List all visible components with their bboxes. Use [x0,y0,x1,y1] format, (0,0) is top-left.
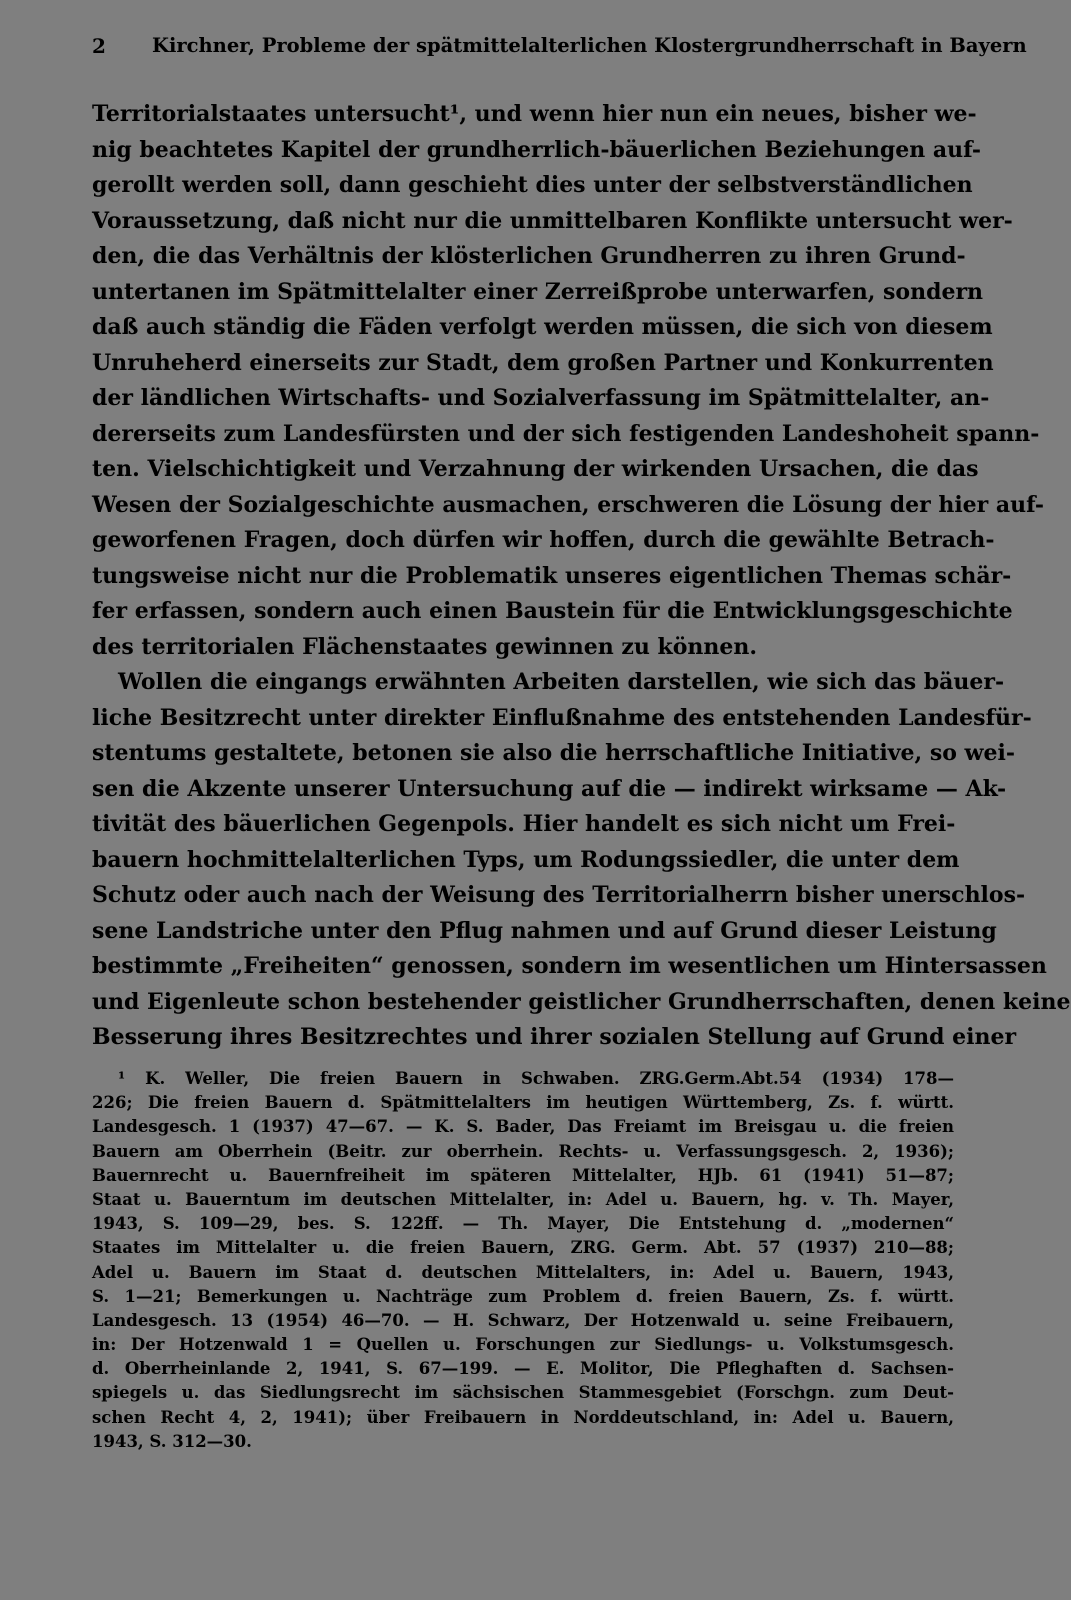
body-line: gerollt werden soll, dann geschieht dies unter der selbstverständlichen [92,172,973,198]
footnotes [92,1067,954,1454]
footnote-line: ¹ K. Weller, Die freien Bauern in Schwaben. ZRG.Germ.Abt.54 (1934) 178— [118,1069,954,1088]
body-line: den, die das Verhältnis der klösterlichen Grundherren zu ihren Grund- [92,243,966,269]
body-line: dererseits zum Landesfürsten und der sich festigenden Landeshoheit spann- [92,420,1040,447]
footnote-line: 226; Die freien Bauern d. Spätmittelalters im heutigen Württemberg, Zs. f. württ. [92,1093,954,1113]
running-title: Kirchner, Probleme der spätmittelalterlichen Klostergrundherrschaft in Bayern [152,34,1027,57]
body-line: nig beachtetes Kapitel der grundherrlich-bäuerlichen Beziehungen auf- [92,136,981,163]
footnote-line: in: Der Hotzenwald 1 = Quellen u. Forschungen zur Siedlungs- u. Volkstumsgesch. [92,1335,954,1355]
body-line: untertanen im Spätmittelalter einer Zerreißprobe unterwarfen, sondern [92,278,984,305]
footnote-line: Landesgesch. 13 (1954) 46—70. — H. Schwarz, Der Hotzenwald u. seine Freibauern, [92,1310,954,1330]
body-line: Territorialstaates untersucht¹, und wenn hier nun ein neues, bisher we- [92,101,977,127]
body-line: des territorialen Flächenstaates gewinnen zu können. [92,633,758,660]
body-line: sen die Akzente unserer Untersuchung auf die — indirekt wirksame — Ak- [92,775,1007,802]
footnote-line: 1943, S. 109—29, bes. S. 122ff. — Th. Mayer, Die Entstehung d. „modernen“ [92,1214,954,1234]
body-text [92,97,1071,1056]
body-line: sene Landstriche unter den Pflug nahmen und auf Grund dieser Leistung [92,917,997,944]
body-line: Wesen der Sozialgeschichte ausmachen, erschweren die Lösung der hier auf- [92,491,1044,518]
body-line: tivität des bäuerlichen Gegenpols. Hier handelt es sich nicht um Frei- [92,811,956,837]
footnote-line: Landesgesch. 1 (1937) 47—67. — K. S. Bader, Das Freiamt im Breisgau u. die freien [92,1117,954,1137]
body-line: geworfenen Fragen, doch dürfen wir hoffen, durch die gewählte Betrach- [92,527,995,553]
footnote-line: Staates im Mittelalter u. die freien Bauern, ZRG. Germ. Abt. 57 (1937) 210—88; [92,1238,954,1258]
body-line: und Eigenleute schon bestehender geistlicher Grundherrschaften, denen keine [92,988,1071,1015]
body-line: Voraussetzung, daß nicht nur die unmittelbaren Konflikte untersucht wer- [92,207,1013,234]
footnote-line: spiegels u. das Siedlungsrecht im sächsischen Stammesgebiet (Forschgn. zum Deut- [92,1383,954,1403]
body-line: fer erfassen, sondern auch einen Baustein für die Entwicklungsgeschichte [92,598,1013,624]
body-line: tungsweise nicht nur die Problematik unseres eigentlichen Themas schär- [92,562,1012,589]
body-line: Besserung ihres Besitzrechtes und ihrer sozialen Stellung auf Grund einer [92,1024,1017,1050]
running-head [92,34,1027,64]
body-line: Unruheherd einerseits zur Stadt, dem großen Partner und Konkurrenten [92,349,994,376]
footnote-line: schen Recht 4, 2, 1941); über Freibauern in Norddeutschland, in: Adel u. Bauern, [92,1407,954,1427]
body-line: bestimmte „Freiheiten“ genossen, sondern im wesentlichen um Hintersassen [92,953,1047,979]
body-line: stentums gestaltete, betonen sie also die herrschaftliche Initiative, so wei- [92,740,1015,766]
footnote-line: d. Oberrheinlande 2, 1941, S. 67—199. — E. Molitor, Die Pfleghaften d. Sachsen- [92,1359,954,1379]
footnote-line: Staat u. Bauerntum im deutschen Mittelalter, in: Adel u. Bauern, hg. v. Th. Mayer, [92,1189,954,1209]
footnote-line: Adel u. Bauern im Staat d. deutschen Mittelalters, in: Adel u. Bauern, 1943, [92,1262,954,1282]
body-line: Wollen die eingangs erwähnten Arbeiten darstellen, wie sich das bäuer- [118,669,1005,695]
page-number: 2 [92,34,106,58]
footnote-line: S. 1—21; Bemerkungen u. Nachträge zum Problem d. freien Bauern, Zs. f. württ. [92,1286,954,1306]
body-line: liche Besitzrecht unter direkter Einflußnahme des entstehenden Landesfür- [92,704,1032,731]
body-line: der ländlichen Wirtschafts- und Sozialverfassung im Spätmittelalter, an- [92,385,990,411]
footnote-line: Bauernrecht u. Bauernfreiheit im späteren Mittelalter, HJb. 61 (1941) 51—87; [92,1165,954,1185]
body-line: ten. Vielschichtigkeit und Verzahnung der wirkenden Ursachen, die das [92,456,979,482]
body-line: daß auch ständig die Fäden verfolgt werden müssen, die sich von diesem [92,314,993,340]
body-line: bauern hochmittelalterlichen Typs, um Rodungssiedler, die unter dem [92,846,960,873]
footnote-line: Bauern am Oberrhein (Beitr. zur oberrhein. Rechts- u. Verfassungsgesch. 2, 1936); [92,1141,954,1161]
footnote-line: 1943, S. 312—30. [92,1431,252,1451]
body-line: Schutz oder auch nach der Weisung des Territorialherrn bisher unerschlos- [92,882,1026,908]
